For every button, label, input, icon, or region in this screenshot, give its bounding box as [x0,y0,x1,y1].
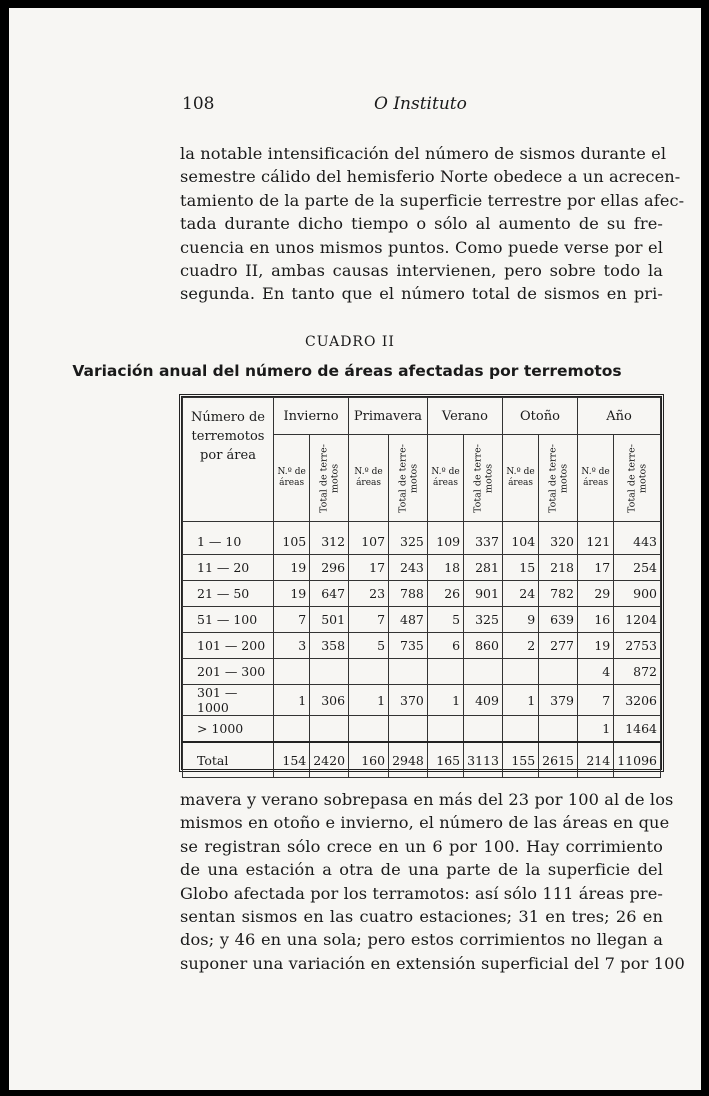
season-header: Año [577,398,660,435]
areas-cell: 7 [577,685,613,716]
text-line: se registran sólo crece en un 6 por 100. Hay corrimiento [180,836,663,856]
areas-cell: 7 [349,607,389,633]
total-cell: 312 [310,522,349,555]
total-cell: 277 [539,633,578,659]
text-line: sentan sismos en las cuatro estaciones; 31 en tres; 26 en [180,907,663,927]
range-cell: 11 — 20 [183,555,274,581]
total-cell: 358 [310,633,349,659]
areas-cell: 15 [502,555,538,581]
text-line: Globo afectada por los terramotos: así sólo 111 áreas pre- [180,883,664,903]
page-header [182,94,662,118]
areas-cell: 19 [274,581,310,607]
areas-cell: 109 [427,522,463,555]
areas-cell: 7 [274,607,310,633]
areas-cell: 3 [274,633,310,659]
areas-cell: 29 [577,581,613,607]
areas-cell: 5 [427,607,463,633]
areas-cell: 24 [502,581,538,607]
text-line: la notable intensificación del número de sismos durante el [180,144,667,163]
total-cell: 735 [389,633,428,659]
text-line: cuadro II, ambas causas intervienen, pero sobre todo la [180,261,663,281]
range-cell: 201 — 300 [183,659,274,685]
total-cell: 1464 [614,716,661,743]
data-table [182,397,661,778]
table-row [183,659,661,685]
running-title: O Instituto [374,94,467,114]
row-header: Número de terremotos por área [183,398,274,522]
season-header: Primavera [349,398,428,435]
areas-cell: 2 [502,633,538,659]
areas-cell: 1 [274,685,310,716]
total-cell [389,716,428,743]
areas-cell: 23 [349,581,389,607]
sub-header-areas: N.º de áreas [349,435,389,522]
areas-cell: 107 [349,522,389,555]
season-header: Verano [427,398,502,435]
table-row [183,581,661,607]
total-cell: 296 [310,555,349,581]
total-cell: 2615 [539,742,578,778]
text-line: mismos en otoño e invierno, el número de las áreas en que [180,813,670,833]
areas-cell: 5 [349,633,389,659]
total-cell [539,716,578,743]
total-cell: 337 [464,522,503,555]
sub-header-areas: N.º de áreas [427,435,463,522]
areas-cell [502,716,538,743]
total-cell: 306 [310,685,349,716]
areas-cell: 26 [427,581,463,607]
areas-cell: 16 [577,607,613,633]
total-cell: 647 [310,581,349,607]
total-cell: 243 [389,555,428,581]
text-line: mavera y verano sobrepasa en más del 23 por 100 al de los [180,790,674,809]
areas-cell [502,659,538,685]
table-row [183,555,661,581]
areas-cell: 104 [502,522,538,555]
sub-header-total: Total de terre-motos [614,435,661,522]
total-cell: 379 [539,685,578,716]
text-line: tamiento de la parte de la superficie terrestre por ellas afec- [180,190,685,210]
total-cell: 325 [464,607,503,633]
areas-cell: 18 [427,555,463,581]
total-cell: 900 [614,581,661,607]
sub-header-total: Total de terre-motos [464,435,503,522]
season-header: Invierno [274,398,349,435]
areas-cell: 154 [274,742,310,778]
table-total-row [183,742,661,778]
total-cell: 2753 [614,633,661,659]
text-line: tada durante dicho tiempo o sólo al aumento de su fre- [180,214,663,234]
total-cell: 370 [389,685,428,716]
total-cell: 2948 [389,742,428,778]
total-cell [539,659,578,685]
areas-cell: 1 [502,685,538,716]
total-cell: 409 [464,685,503,716]
areas-cell: 17 [577,555,613,581]
range-cell: 21 — 50 [183,581,274,607]
areas-cell: 214 [577,742,613,778]
total-cell: 487 [389,607,428,633]
areas-cell: 165 [427,742,463,778]
areas-cell: 1 [427,685,463,716]
text-line: cuencia en unos mismos puntos. Como puede verse por el [180,237,663,257]
total-cell: 218 [539,555,578,581]
range-cell: > 1000 [183,716,274,743]
areas-cell: 19 [274,555,310,581]
total-cell: 1204 [614,607,661,633]
total-cell: 872 [614,659,661,685]
table-row [183,633,661,659]
total-cell: 281 [464,555,503,581]
table-row [183,607,661,633]
total-cell: 320 [539,522,578,555]
table-row [183,522,661,555]
areas-cell [427,659,463,685]
total-cell: 860 [464,633,503,659]
season-header: Otoño [502,398,577,435]
total-cell: 11096 [614,742,661,778]
range-cell: Total [183,742,274,778]
total-cell: 443 [614,522,661,555]
areas-cell: 6 [427,633,463,659]
areas-cell [274,716,310,743]
sub-header-areas: N.º de áreas [274,435,310,522]
paragraph-bottom [180,788,685,975]
total-cell: 788 [389,581,428,607]
areas-cell [349,659,389,685]
range-cell: 1 — 10 [183,522,274,555]
paragraph-top [180,142,685,306]
text-line: semestre cálido del hemisferio Norte obedece a un acrecen- [180,167,681,187]
total-cell: 325 [389,522,428,555]
range-cell: 101 — 200 [183,633,274,659]
areas-cell: 160 [349,742,389,778]
range-cell: 301 — 1000 [183,685,274,716]
table-title: Variación anual del número de áreas afectadas por terremotos [72,362,622,380]
total-cell: 901 [464,581,503,607]
total-cell: 254 [614,555,661,581]
total-cell: 782 [539,581,578,607]
areas-cell [427,716,463,743]
sub-header-total: Total de terre-motos [389,435,428,522]
text-line: dos; y 46 en una sola; pero estos corrimientos no llegan a [180,930,663,950]
total-cell: 2420 [310,742,349,778]
total-cell: 639 [539,607,578,633]
areas-cell: 19 [577,633,613,659]
areas-cell: 155 [502,742,538,778]
sub-header-total: Total de terre-motos [310,435,349,522]
areas-cell: 1 [349,685,389,716]
areas-cell: 9 [502,607,538,633]
sub-header-areas: N.º de áreas [502,435,538,522]
text-line: segunda. En tanto que el número total de sismos en pri- [180,284,663,304]
text-line: suponer una variación en extensión superficial del 7 por 100 [180,953,685,973]
total-cell [464,659,503,685]
total-cell [464,716,503,743]
total-cell: 3206 [614,685,661,716]
areas-cell: 4 [577,659,613,685]
total-cell: 501 [310,607,349,633]
areas-cell [349,716,389,743]
page-number: 108 [182,94,215,114]
sub-header-areas: N.º de áreas [577,435,613,522]
total-cell [310,659,349,685]
table-row [183,685,661,716]
table-row [183,716,661,743]
data-table-frame [179,394,664,772]
range-cell: 51 — 100 [183,607,274,633]
total-cell [310,716,349,743]
areas-cell: 105 [274,522,310,555]
areas-cell: 121 [577,522,613,555]
sub-header-total: Total de terre-motos [539,435,578,522]
table-label: CUADRO II [305,334,395,350]
areas-cell [274,659,310,685]
document-page [9,8,701,1090]
total-cell [389,659,428,685]
total-cell: 3113 [464,742,503,778]
text-line: de una estación a otra de una parte de la superficie del [180,860,663,880]
areas-cell: 17 [349,555,389,581]
areas-cell: 1 [577,716,613,743]
